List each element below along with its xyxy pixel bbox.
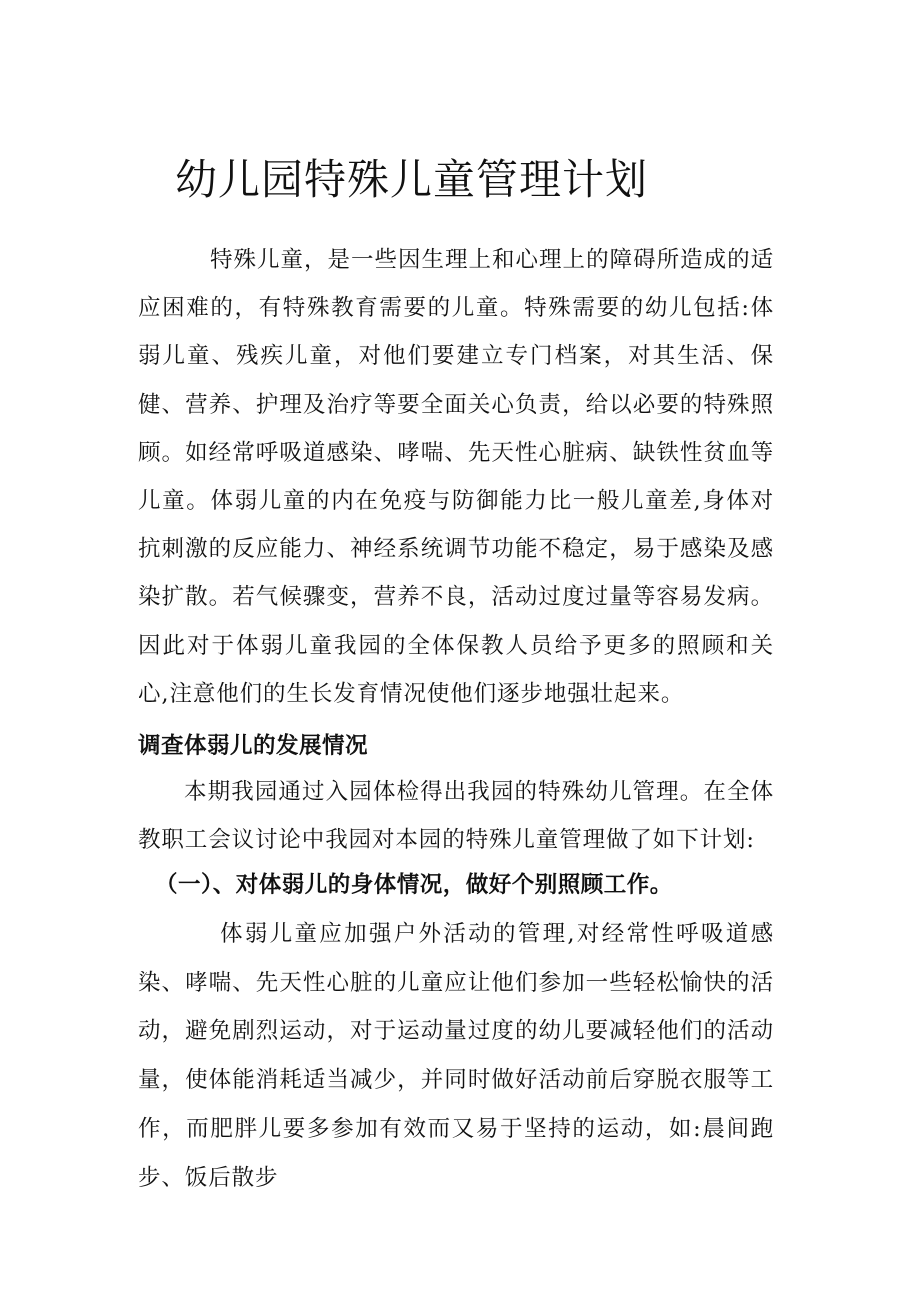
section-heading: 调查体弱儿的发展情况 bbox=[138, 733, 369, 759]
section-paragraph: 本期我园通过入园体检得出我园的特殊幼儿管理。在全体教职工会议讨论中我园对本园的特殊儿童管理做了如下计划: bbox=[138, 779, 774, 853]
document-title: 幼儿园特殊儿童管理计划 bbox=[175, 155, 649, 204]
subsection-paragraph: 体弱儿童应加强户外活动的管理,对经常性呼吸道感染、哮喘、先天性心脏的儿童应让他们参加一些轻松愉快的活动，避免剧烈运动，对于运动量过度的幼儿要减轻他们的活动量，使体能消耗适当减少，并同时做好活动前后穿脱衣服等工作，而肥胖儿要多参加有效而又易于坚持的运动，如:晨间跑步、饭后散步 bbox=[138, 921, 774, 1191]
intro-paragraph: 特殊儿童，是一些因生理上和心理上的障碍所造成的适应困难的，有特殊教育需要的儿童。特殊需要的幼儿包括:体弱儿童、残疾儿童，对他们要建立专门档案，对其生活、保健、营养、护理及治疗等要全面关心负责，给以必要的特殊照顾。如经常呼吸道感染、哮喘、先天性心脏病、缺铁性贫血等儿童。体弱儿童的内在免疫与防御能力比一般儿童差,身体对抗刺激的反应能力、神经系统调节功能不稳定，易于感染及感染扩散。若气候骤变，营养不良，活动过度过量等容易发病。因此对于体弱儿童我园的全体保教人员给予更多的照顾和关心,注意他们的生长发育情况使他们逐步地强壮起来。 bbox=[138, 247, 774, 707]
subsection-heading: （一）、对体弱儿的身体情况，做好个别照顾工作。 bbox=[155, 872, 673, 898]
